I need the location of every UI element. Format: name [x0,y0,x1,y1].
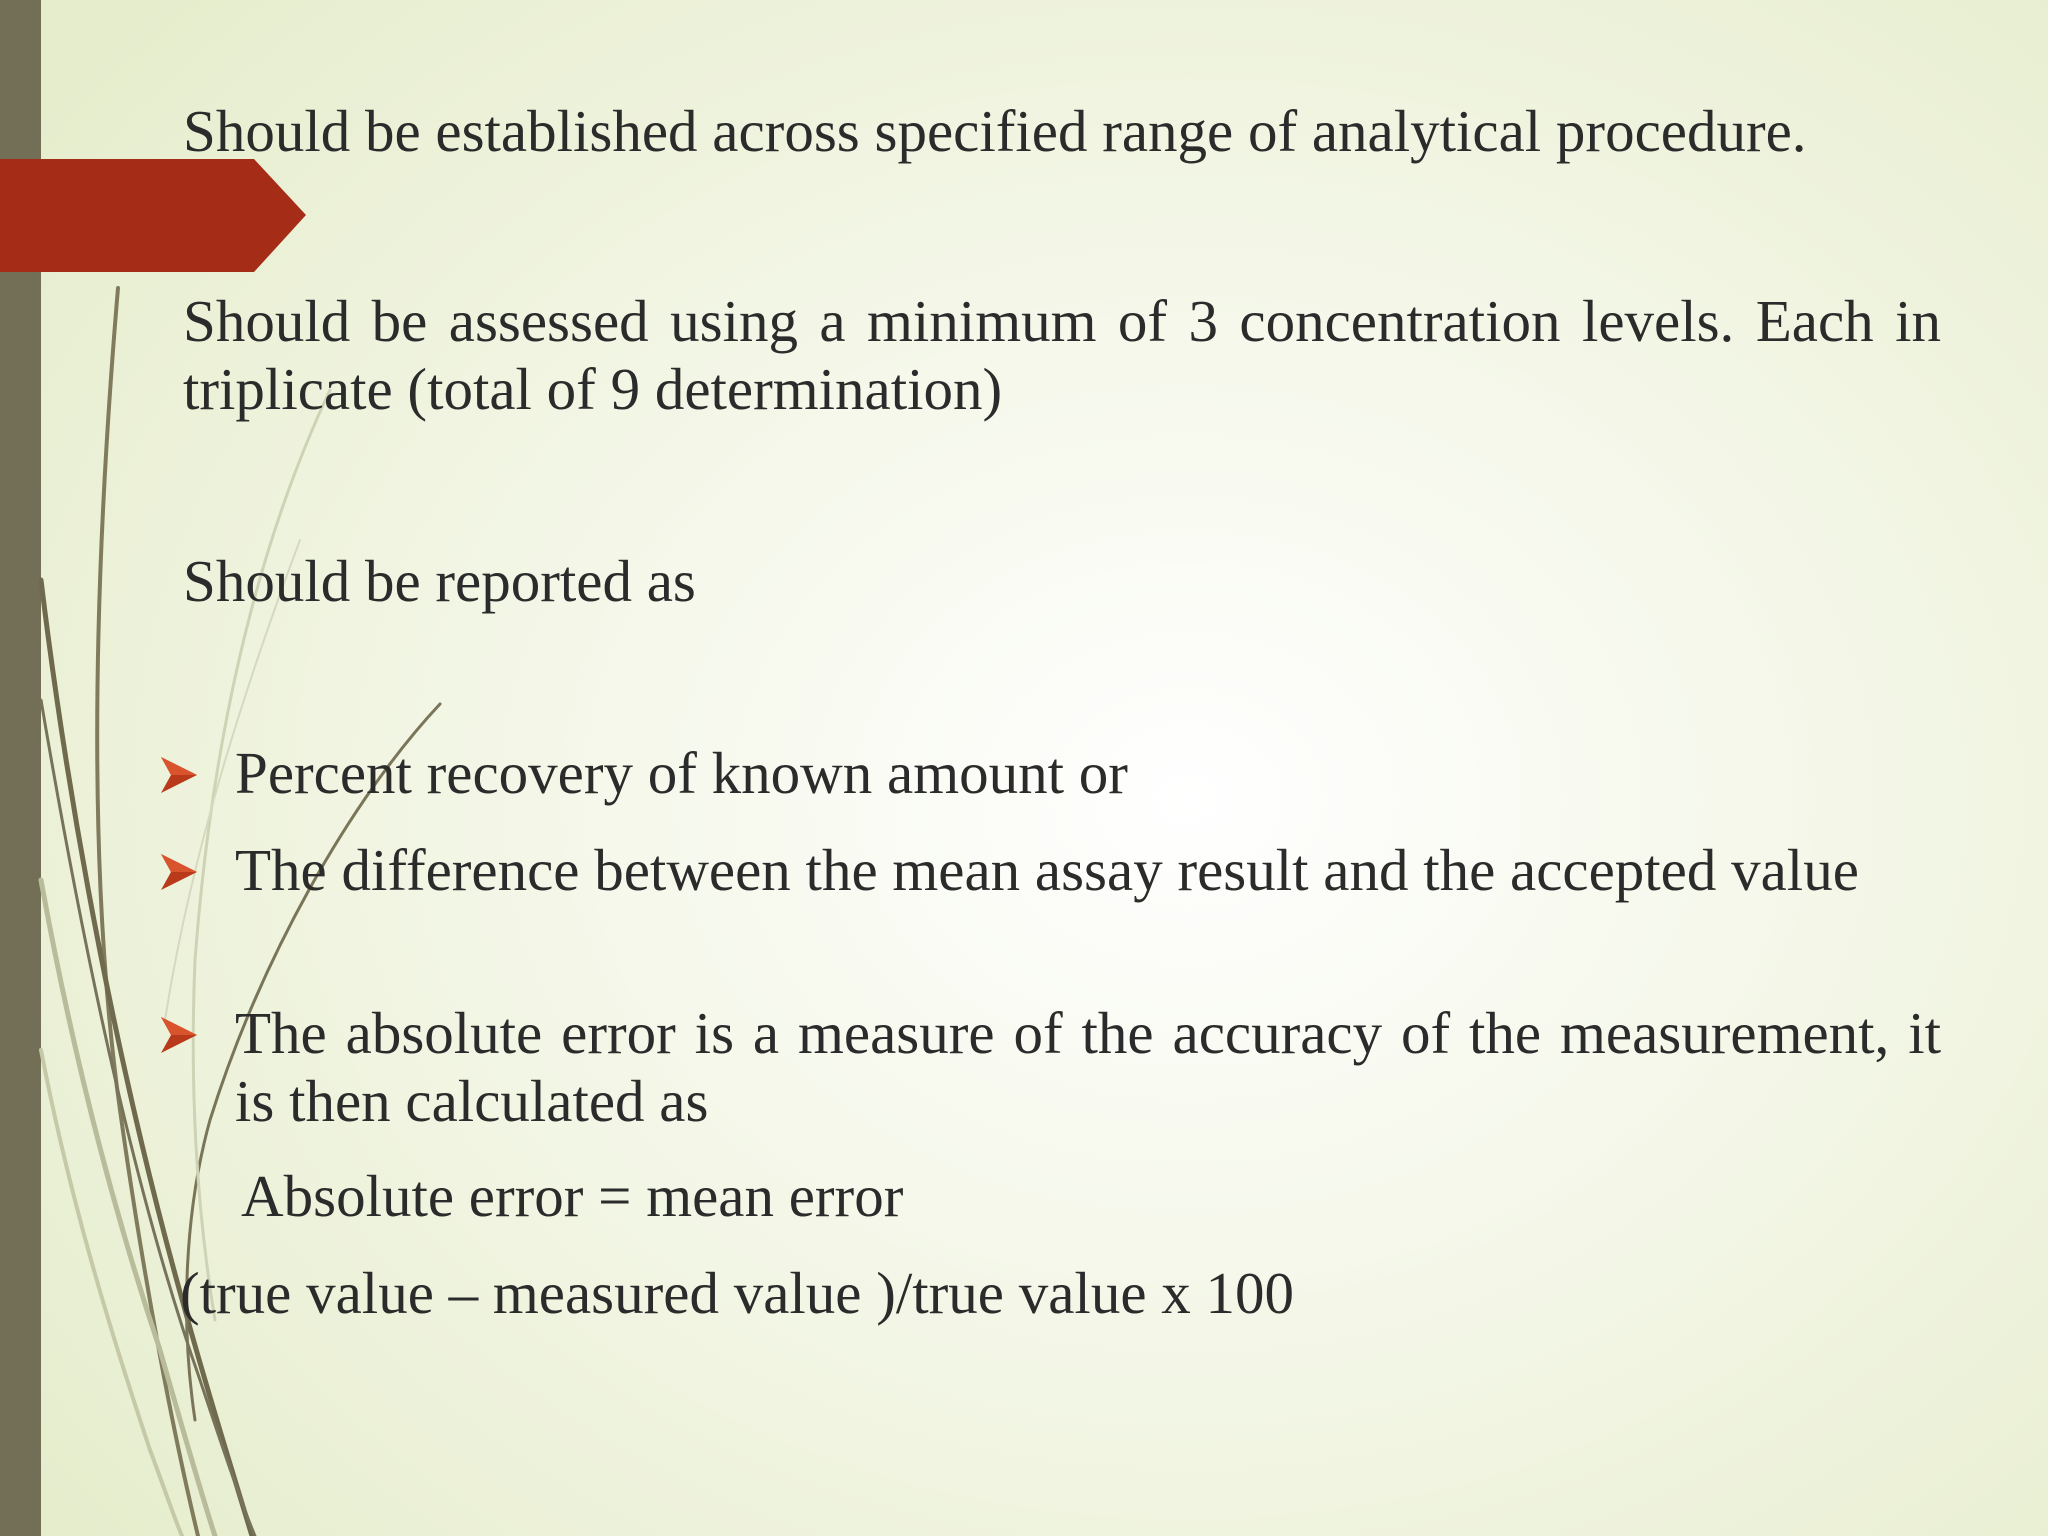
list-item [159,836,1941,904]
paragraph-reported-as: Should be reported as [183,548,696,614]
bullet-text: The difference between the mean assay result and the accepted value [235,837,1859,903]
arrowhead-bullet-icon [159,999,235,1067]
bullet-text: The absolute error is a measure of the accuracy of the measurement, it is then calculated as [235,1000,1941,1134]
list-item [159,999,1941,1135]
arrowhead-bullet-icon [159,836,235,904]
formula-absolute-error: Absolute error = mean error [241,1163,904,1229]
list-item [159,739,1941,807]
paragraph-range: Should be established across specified range of analytical procedure. [183,98,1807,164]
paragraph-concentration-levels: Should be assessed using a minimum of 3 concentration levels. Each in triplicate (total of 9 determination) [183,288,1941,422]
arrowhead-bullet-icon [159,739,235,807]
bullet-text: Percent recovery of known amount or [235,740,1128,806]
formula-percent-error: (true value – measured value )/true value x 100 [180,1260,1294,1326]
